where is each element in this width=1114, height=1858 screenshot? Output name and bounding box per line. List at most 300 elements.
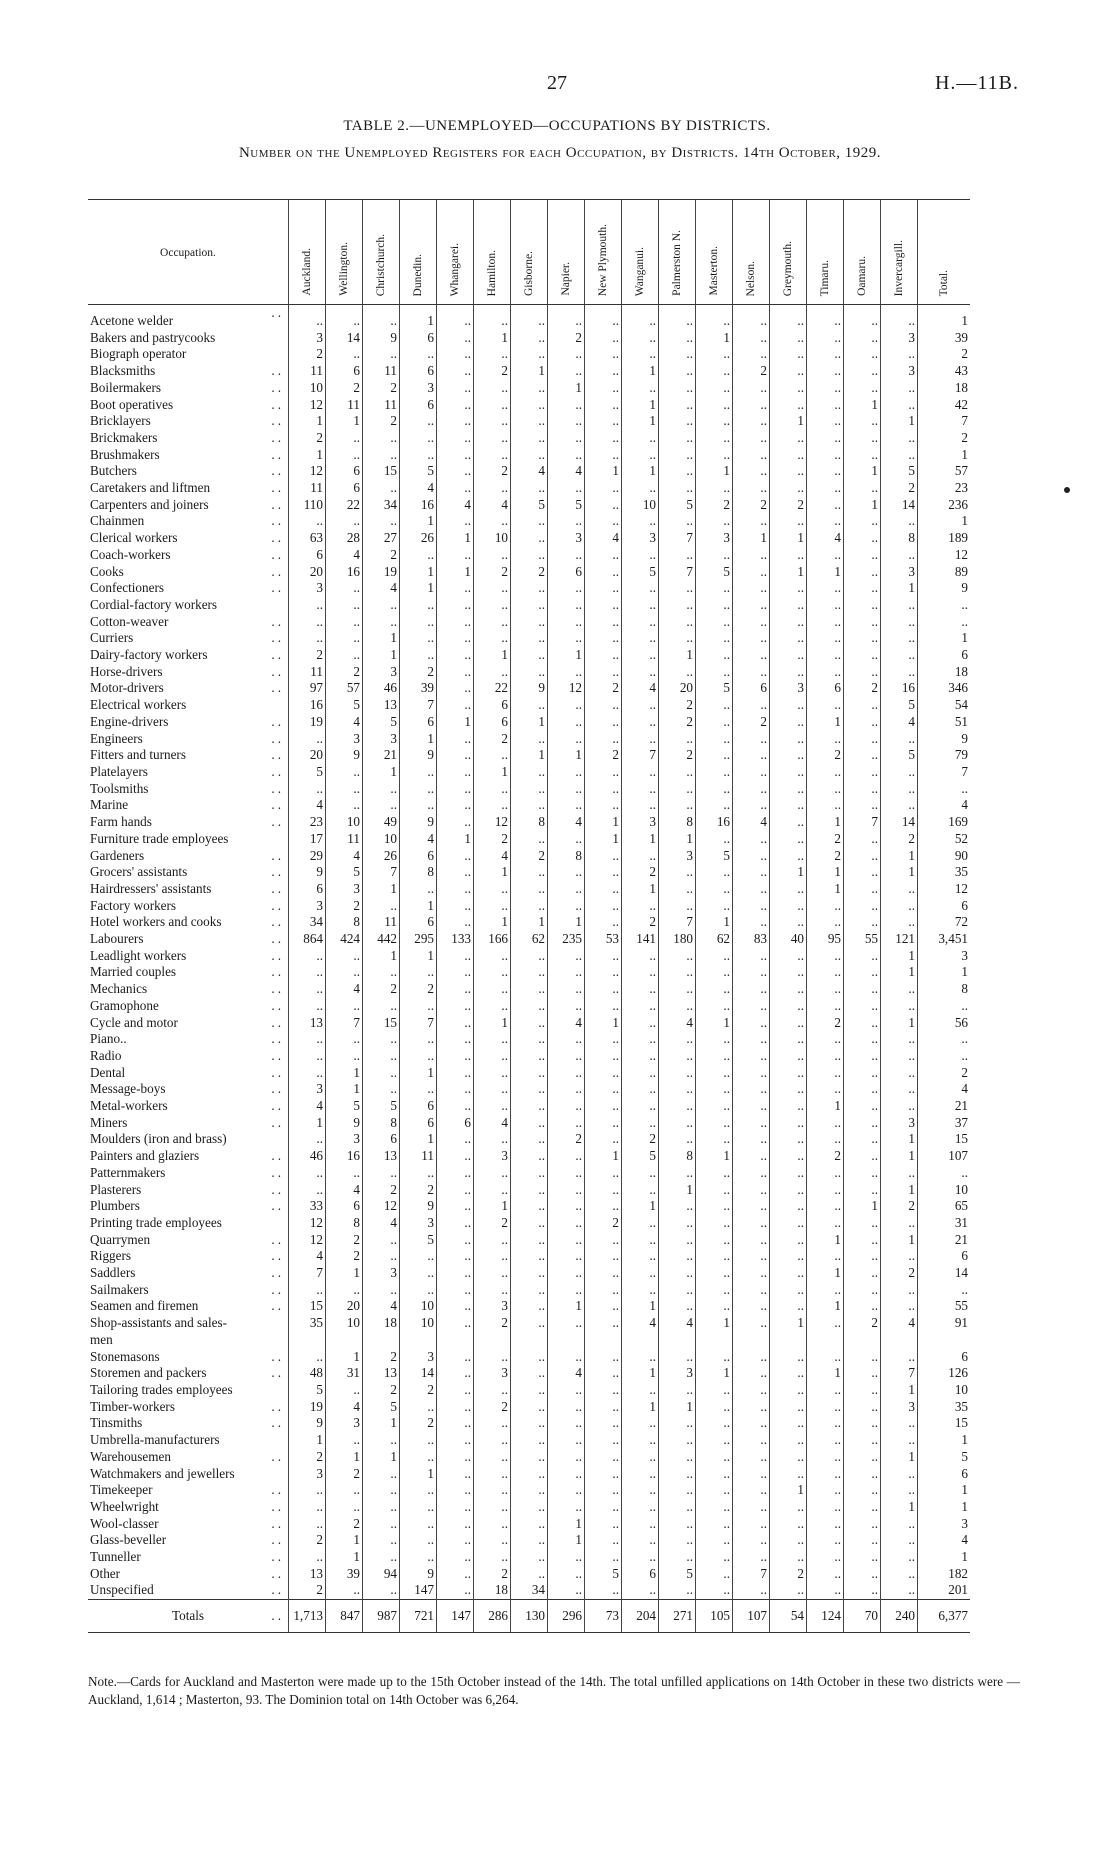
value-cell: .. bbox=[696, 1532, 733, 1549]
occupation-cell: Mechanics .. bbox=[90, 981, 284, 997]
value-cell: .. bbox=[363, 1466, 400, 1483]
occupation-cell: Chainmen .. bbox=[90, 513, 284, 529]
value-cell: .. bbox=[289, 1549, 326, 1566]
value-cell: .. bbox=[511, 413, 548, 430]
value-cell: 7 bbox=[363, 864, 400, 881]
value-cell: .. bbox=[770, 964, 807, 981]
value-cell: 1 bbox=[622, 1399, 659, 1416]
value-cell: .. bbox=[807, 1415, 844, 1432]
value-cell: .. bbox=[733, 797, 770, 814]
occupation-cell: Furniture trade employees bbox=[90, 830, 229, 846]
value-cell: .. bbox=[622, 1432, 659, 1449]
occupation-cell: Seamen and firemen .. bbox=[90, 1298, 284, 1314]
district-header: Whangarei. bbox=[437, 200, 474, 305]
value-cell: 33 bbox=[289, 1198, 326, 1215]
value-cell: .. bbox=[696, 1382, 733, 1399]
value-cell: 4 bbox=[918, 797, 971, 814]
value-cell: .. bbox=[474, 1182, 511, 1199]
value-cell: .. bbox=[511, 547, 548, 564]
value-cell: 4 bbox=[659, 1315, 696, 1332]
value-cell bbox=[770, 1332, 807, 1349]
value-cell: .. bbox=[363, 898, 400, 915]
occupation-column-header: Occupation. bbox=[88, 200, 289, 305]
table-row bbox=[88, 998, 970, 1015]
table-row bbox=[88, 1265, 970, 1282]
value-cell: 3 bbox=[289, 1466, 326, 1483]
value-cell: 62 bbox=[511, 931, 548, 948]
occupation-cell: Confectioners .. bbox=[90, 580, 284, 596]
value-cell: .. bbox=[881, 797, 918, 814]
value-cell: .. bbox=[844, 1232, 881, 1249]
value-cell: 5 bbox=[881, 463, 918, 480]
value-cell: 121 bbox=[881, 931, 918, 948]
value-cell: 4 bbox=[326, 981, 363, 998]
value-cell: .. bbox=[474, 1499, 511, 1516]
value-cell: .. bbox=[696, 1131, 733, 1148]
value-cell: .. bbox=[844, 1065, 881, 1082]
value-cell: 1 bbox=[474, 1015, 511, 1032]
value-cell: .. bbox=[400, 647, 437, 664]
occupation-cell: Gramophone .. bbox=[90, 997, 284, 1013]
value-cell: .. bbox=[770, 1532, 807, 1549]
value-cell: .. bbox=[585, 1065, 622, 1082]
value-cell: 20 bbox=[289, 747, 326, 764]
value-cell: .. bbox=[844, 564, 881, 581]
value-cell: .. bbox=[585, 413, 622, 430]
occupation-cell: Unspecified .. bbox=[90, 1582, 284, 1598]
value-cell: .. bbox=[548, 831, 585, 848]
value-cell: 6 bbox=[326, 480, 363, 497]
value-cell: 1 bbox=[511, 714, 548, 731]
value-cell: .. bbox=[326, 630, 363, 647]
occupation-cell: Miners .. bbox=[90, 1114, 284, 1130]
value-cell: .. bbox=[289, 597, 326, 614]
total-cell: 54 bbox=[770, 1600, 807, 1633]
value-cell: .. bbox=[696, 664, 733, 681]
value-cell: .. bbox=[918, 998, 971, 1015]
value-cell: 1 bbox=[400, 1065, 437, 1082]
value-cell: 2 bbox=[733, 363, 770, 380]
table-row bbox=[88, 1098, 970, 1115]
value-cell: .. bbox=[437, 1215, 474, 1232]
table-row bbox=[88, 547, 970, 564]
value-cell: .. bbox=[585, 397, 622, 414]
total-cell: 124 bbox=[807, 1600, 844, 1633]
value-cell: 3 bbox=[289, 898, 326, 915]
value-cell: 4 bbox=[807, 530, 844, 547]
value-cell: .. bbox=[548, 1399, 585, 1416]
value-cell: 2 bbox=[622, 1131, 659, 1148]
value-cell: 1 bbox=[622, 397, 659, 414]
table-row bbox=[88, 1248, 970, 1265]
value-cell: .. bbox=[474, 1031, 511, 1048]
value-cell: .. bbox=[733, 998, 770, 1015]
value-cell: .. bbox=[659, 1198, 696, 1215]
value-cell: .. bbox=[511, 1482, 548, 1499]
value-cell: 3 bbox=[659, 848, 696, 865]
value-cell: .. bbox=[511, 1349, 548, 1366]
value-cell: .. bbox=[696, 547, 733, 564]
value-cell: .. bbox=[807, 1315, 844, 1332]
value-cell: .. bbox=[622, 1415, 659, 1432]
value-cell: 2 bbox=[289, 1449, 326, 1466]
value-cell: 6 bbox=[918, 1466, 971, 1483]
value-cell: .. bbox=[881, 1098, 918, 1115]
value-cell: 169 bbox=[918, 814, 971, 831]
value-cell: .. bbox=[881, 1215, 918, 1232]
value-cell: .. bbox=[511, 614, 548, 631]
value-cell: .. bbox=[881, 305, 918, 330]
value-cell: .. bbox=[770, 1432, 807, 1449]
value-cell: 1 bbox=[585, 814, 622, 831]
value-cell: 2 bbox=[733, 497, 770, 514]
value-cell: 4 bbox=[585, 530, 622, 547]
value-cell: .. bbox=[622, 1098, 659, 1115]
value-cell: 9 bbox=[363, 330, 400, 347]
value-cell: 1 bbox=[622, 1365, 659, 1382]
value-cell: .. bbox=[807, 547, 844, 564]
value-cell: .. bbox=[844, 1382, 881, 1399]
value-cell: .. bbox=[622, 981, 659, 998]
value-cell: .. bbox=[696, 1482, 733, 1499]
value-cell: 1 bbox=[289, 1115, 326, 1132]
value-cell: .. bbox=[622, 630, 659, 647]
value-cell: .. bbox=[511, 630, 548, 647]
value-cell: .. bbox=[770, 1015, 807, 1032]
value-cell: .. bbox=[326, 614, 363, 631]
table-row bbox=[88, 363, 970, 380]
value-cell: .. bbox=[437, 998, 474, 1015]
value-cell: .. bbox=[770, 513, 807, 530]
value-cell: .. bbox=[585, 430, 622, 447]
table-row bbox=[88, 330, 970, 347]
value-cell: .. bbox=[807, 330, 844, 347]
value-cell: .. bbox=[770, 1048, 807, 1065]
value-cell: .. bbox=[733, 1065, 770, 1082]
value-cell: 1 bbox=[918, 1432, 971, 1449]
value-cell: 180 bbox=[659, 931, 696, 948]
table-row bbox=[88, 1382, 970, 1399]
value-cell: .. bbox=[659, 363, 696, 380]
value-cell: .. bbox=[807, 1165, 844, 1182]
table-row bbox=[88, 964, 970, 981]
value-cell: 3 bbox=[918, 1516, 971, 1533]
value-cell: .. bbox=[770, 714, 807, 731]
district-header: Christchurch. bbox=[363, 200, 400, 305]
value-cell: .. bbox=[733, 1298, 770, 1315]
value-cell: 4 bbox=[548, 1015, 585, 1032]
value-cell: .. bbox=[548, 480, 585, 497]
value-cell: .. bbox=[696, 580, 733, 597]
value-cell: 1 bbox=[548, 1532, 585, 1549]
value-cell: 1 bbox=[696, 1015, 733, 1032]
value-cell: .. bbox=[437, 346, 474, 363]
value-cell: .. bbox=[289, 948, 326, 965]
occupation-cell: Boot operatives .. bbox=[90, 396, 284, 412]
value-cell: 3 bbox=[289, 330, 326, 347]
value-cell: 1 bbox=[622, 363, 659, 380]
value-cell: .. bbox=[807, 1499, 844, 1516]
value-cell: 1 bbox=[363, 881, 400, 898]
value-cell: 9 bbox=[326, 1115, 363, 1132]
value-cell: .. bbox=[807, 647, 844, 664]
value-cell: 1 bbox=[807, 1098, 844, 1115]
value-cell: 1 bbox=[474, 864, 511, 881]
value-cell: .. bbox=[733, 1582, 770, 1599]
value-cell: .. bbox=[326, 580, 363, 597]
value-cell: .. bbox=[400, 346, 437, 363]
value-cell: .. bbox=[511, 1415, 548, 1432]
table-row bbox=[88, 305, 970, 330]
value-cell: 1 bbox=[289, 447, 326, 464]
value-cell: .. bbox=[770, 781, 807, 798]
value-cell: .. bbox=[437, 1265, 474, 1282]
value-cell: .. bbox=[659, 413, 696, 430]
value-cell: 20 bbox=[289, 564, 326, 581]
value-cell: 1 bbox=[400, 731, 437, 748]
value-cell: .. bbox=[881, 1165, 918, 1182]
total-cell: 1,713 bbox=[289, 1600, 326, 1633]
value-cell: .. bbox=[696, 1215, 733, 1232]
value-cell: 2 bbox=[511, 848, 548, 865]
value-cell: .. bbox=[585, 898, 622, 915]
value-cell: 4 bbox=[474, 497, 511, 514]
value-cell: .. bbox=[474, 1532, 511, 1549]
district-header: Wanganui. bbox=[622, 200, 659, 305]
value-cell: 3 bbox=[659, 1365, 696, 1382]
value-cell: .. bbox=[622, 447, 659, 464]
occupation-cell: Timekeeper .. bbox=[90, 1482, 284, 1498]
value-cell: 3 bbox=[400, 1349, 437, 1366]
value-cell: .. bbox=[437, 898, 474, 915]
value-cell: .. bbox=[437, 1282, 474, 1299]
value-cell: .. bbox=[326, 1582, 363, 1599]
value-cell: .. bbox=[585, 864, 622, 881]
value-cell: .. bbox=[548, 1432, 585, 1449]
occupation-cell: Horse-drivers .. bbox=[90, 663, 284, 679]
value-cell: 1 bbox=[622, 1298, 659, 1315]
value-cell: .. bbox=[659, 1582, 696, 1599]
value-cell: 1 bbox=[881, 864, 918, 881]
value-cell: .. bbox=[844, 1449, 881, 1466]
value-cell: 11 bbox=[326, 831, 363, 848]
value-cell: .. bbox=[770, 647, 807, 664]
value-cell: .. bbox=[844, 1265, 881, 1282]
value-cell: .. bbox=[511, 964, 548, 981]
table-row bbox=[88, 1131, 970, 1148]
value-cell: .. bbox=[733, 1432, 770, 1449]
value-cell: 1 bbox=[400, 1466, 437, 1483]
value-cell: 1 bbox=[400, 513, 437, 530]
value-cell: .. bbox=[733, 1015, 770, 1032]
table-row bbox=[88, 1466, 970, 1483]
value-cell: .. bbox=[844, 1015, 881, 1032]
value-cell: 5 bbox=[696, 680, 733, 697]
value-cell: .. bbox=[585, 497, 622, 514]
value-cell: .. bbox=[400, 998, 437, 1015]
value-cell: 97 bbox=[289, 680, 326, 697]
value-cell: 65 bbox=[918, 1198, 971, 1215]
value-cell: .. bbox=[511, 530, 548, 547]
value-cell: 2 bbox=[326, 664, 363, 681]
value-cell: .. bbox=[585, 547, 622, 564]
value-cell: .. bbox=[363, 1165, 400, 1182]
district-header: Invercargill. bbox=[881, 200, 918, 305]
value-cell: 7 bbox=[400, 1015, 437, 1032]
value-cell: 1 bbox=[400, 898, 437, 915]
value-cell: .. bbox=[659, 397, 696, 414]
value-cell: 2 bbox=[585, 680, 622, 697]
value-cell: .. bbox=[326, 305, 363, 330]
value-cell: .. bbox=[659, 981, 696, 998]
value-cell: .. bbox=[289, 998, 326, 1015]
value-cell: .. bbox=[770, 998, 807, 1015]
value-cell: 7 bbox=[918, 764, 971, 781]
table-row bbox=[88, 346, 970, 363]
value-cell: 5 bbox=[363, 1098, 400, 1115]
value-cell: .. bbox=[511, 1532, 548, 1549]
value-cell: .. bbox=[844, 1215, 881, 1232]
value-cell: .. bbox=[548, 1081, 585, 1098]
value-cell: .. bbox=[511, 1215, 548, 1232]
value-cell: 2 bbox=[918, 430, 971, 447]
value-cell: 6 bbox=[918, 647, 971, 664]
table-row bbox=[88, 1048, 970, 1065]
value-cell: .. bbox=[733, 1248, 770, 1265]
value-cell: 2 bbox=[289, 647, 326, 664]
value-cell: 1 bbox=[770, 413, 807, 430]
value-cell: 10 bbox=[918, 1382, 971, 1399]
value-cell: .. bbox=[733, 330, 770, 347]
table-row bbox=[88, 881, 970, 898]
value-cell: .. bbox=[400, 797, 437, 814]
value-cell: .. bbox=[474, 547, 511, 564]
value-cell: .. bbox=[733, 1148, 770, 1165]
value-cell: .. bbox=[807, 948, 844, 965]
value-cell: .. bbox=[770, 380, 807, 397]
value-cell: .. bbox=[696, 1566, 733, 1583]
value-cell: .. bbox=[326, 1499, 363, 1516]
value-cell: .. bbox=[400, 1081, 437, 1098]
value-cell: .. bbox=[733, 664, 770, 681]
value-cell: 1 bbox=[400, 305, 437, 330]
value-cell: .. bbox=[548, 1349, 585, 1366]
value-cell: 5 bbox=[918, 1449, 971, 1466]
occupation-cell: Married couples .. bbox=[90, 964, 284, 980]
value-cell: 1 bbox=[918, 305, 971, 330]
value-cell: .. bbox=[807, 513, 844, 530]
value-cell: 12 bbox=[289, 1215, 326, 1232]
value-cell: .. bbox=[659, 998, 696, 1015]
value-cell: .. bbox=[807, 1349, 844, 1366]
value-cell: .. bbox=[548, 363, 585, 380]
value-cell: 12 bbox=[918, 547, 971, 564]
value-cell: .. bbox=[659, 1349, 696, 1366]
value-cell: 2 bbox=[326, 1516, 363, 1533]
value-cell: .. bbox=[881, 1482, 918, 1499]
table-row bbox=[88, 1115, 970, 1132]
value-cell: .. bbox=[807, 346, 844, 363]
table-row bbox=[88, 1516, 970, 1533]
value-cell: .. bbox=[659, 1516, 696, 1533]
value-cell: 6 bbox=[289, 881, 326, 898]
value-cell: 1 bbox=[622, 1198, 659, 1215]
value-cell: .. bbox=[548, 998, 585, 1015]
value-cell: .. bbox=[511, 1148, 548, 1165]
value-cell: 1 bbox=[437, 564, 474, 581]
value-cell: 1 bbox=[474, 914, 511, 931]
value-cell: .. bbox=[400, 630, 437, 647]
occupation-cell: Metal-workers .. bbox=[90, 1098, 284, 1114]
value-cell: 1 bbox=[881, 413, 918, 430]
value-cell: .. bbox=[659, 1048, 696, 1065]
value-cell: .. bbox=[474, 1415, 511, 1432]
value-cell: .. bbox=[844, 305, 881, 330]
value-cell: 2 bbox=[363, 380, 400, 397]
value-cell: .. bbox=[733, 1098, 770, 1115]
value-cell: .. bbox=[289, 1048, 326, 1065]
value-cell: .. bbox=[696, 831, 733, 848]
value-cell: .. bbox=[585, 764, 622, 781]
value-cell: .. bbox=[881, 380, 918, 397]
value-cell: 1 bbox=[881, 1148, 918, 1165]
value-cell: .. bbox=[696, 1115, 733, 1132]
value-cell: 1 bbox=[548, 747, 585, 764]
value-cell: .. bbox=[696, 1466, 733, 1483]
value-cell: .. bbox=[437, 781, 474, 798]
value-cell: .. bbox=[548, 1165, 585, 1182]
value-cell: .. bbox=[511, 1282, 548, 1299]
value-cell: 2 bbox=[881, 1265, 918, 1282]
value-cell: .. bbox=[437, 380, 474, 397]
value-cell: .. bbox=[696, 597, 733, 614]
value-cell: .. bbox=[326, 430, 363, 447]
value-cell: .. bbox=[585, 1265, 622, 1282]
value-cell: .. bbox=[622, 1232, 659, 1249]
value-cell: .. bbox=[696, 1048, 733, 1065]
value-cell: .. bbox=[844, 647, 881, 664]
value-cell: 12 bbox=[474, 814, 511, 831]
occupation-cell: Factory workers .. bbox=[90, 897, 284, 913]
value-cell: 9 bbox=[326, 747, 363, 764]
occupation-cell: Timber-workers .. bbox=[90, 1398, 284, 1414]
value-cell: .. bbox=[437, 1582, 474, 1599]
value-cell: .. bbox=[511, 664, 548, 681]
value-cell: .. bbox=[326, 1432, 363, 1449]
value-cell: .. bbox=[659, 881, 696, 898]
value-cell: .. bbox=[659, 1466, 696, 1483]
value-cell: 1 bbox=[881, 1382, 918, 1399]
value-cell: .. bbox=[844, 614, 881, 631]
value-cell: 5 bbox=[622, 564, 659, 581]
value-cell: 1 bbox=[881, 848, 918, 865]
value-cell: .. bbox=[437, 797, 474, 814]
value-cell: .. bbox=[363, 1532, 400, 1549]
value-cell: .. bbox=[807, 1248, 844, 1265]
value-cell: .. bbox=[844, 1081, 881, 1098]
value-cell: .. bbox=[622, 1549, 659, 1566]
value-cell: .. bbox=[326, 948, 363, 965]
value-cell: .. bbox=[770, 697, 807, 714]
value-cell: .. bbox=[437, 1248, 474, 1265]
value-cell: .. bbox=[437, 430, 474, 447]
value-cell: .. bbox=[400, 1549, 437, 1566]
value-cell: .. bbox=[474, 1282, 511, 1299]
value-cell: .. bbox=[844, 998, 881, 1015]
value-cell: .. bbox=[548, 1482, 585, 1499]
table-row bbox=[88, 1449, 970, 1466]
value-cell: 2 bbox=[548, 1131, 585, 1148]
